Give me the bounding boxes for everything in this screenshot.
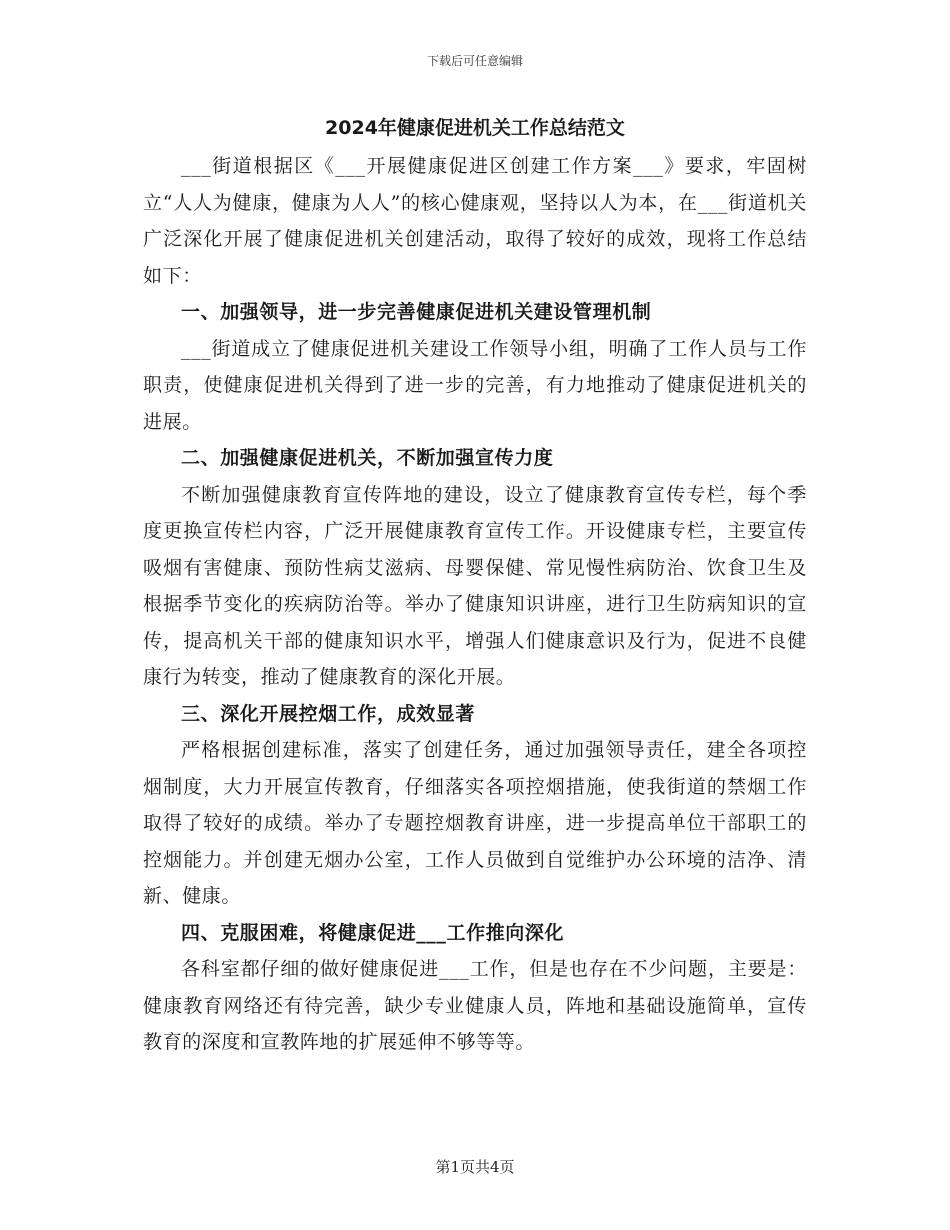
section-body-1: ___街道成立了健康促进机关建设工作领导小组，明确了工作人员与工作职责，使健康促进机关得到了进一步的完善，有力地推动了健康促进机关的进展。 (143, 337, 807, 433)
page-header-note: 下载后可任意编辑 (426, 54, 523, 68)
section-heading-3: 三、深化开展控烟工作，成效显著 (181, 702, 476, 725)
section-heading-2: 二、加强健康促进机关，不断加强宣传力度 (181, 447, 554, 469)
section-body-4: 各科室都仔细的做好健康促进___工作，但是也存在不少问题，主要是：健康教育网络还有待完善，缺少专业健康人员，阵地和基础设施简单，宣传教育的深度和宣教阵地的扩展延伸不够等等。 (143, 958, 807, 1053)
section-body-2: 不断加强健康教育宣传阵地的建设，设立了健康教育宣传专栏，每个季度更换宣传栏内容，广泛开展健康教育宣传工作。开设健康专栏，主要宣传吸烟有害健康、预防性病艾滋病、母婴保健、常见慢性病防治、饮食卫生及根据季节变化的疾病防治等。举办了健康知识讲座，进行卫生防病知识的宣传，提高机关干部的健康知识水平，增强人们健康意识及行为，促进不良健康行为转变，推动了健康教育的深化开展。 (143, 483, 807, 688)
section-heading-4: 四、克服困难，将健康促进___工作推向深化 (181, 921, 565, 944)
document-body (143, 110, 807, 1061)
document-title: 2024年健康促进机关工作总结范文 (325, 117, 625, 139)
section-body-3: 严格根据创建标准，落实了创建任务，通过加强领导责任，建全各项控烟制度，大力开展宣传教育，仔细落实各项控烟措施，使我街道的禁烟工作取得了较好的成绩。举办了专题控烟教育讲座，进一步提高单位干部职工的控烟能力。并创建无烟办公室，工作人员做到自觉维护办公环境的洁净、清新、健康。 (143, 739, 807, 907)
section-heading-1: 一、加强领导，进一步完善健康促进机关建设管理机制 (181, 301, 652, 323)
page-number: 第1页共4页 (435, 1158, 515, 1176)
intro-paragraph: ___街道根据区《___开展健康促进区创建工作方案___》要求，牢固树立“人人为健康，健康为人人”的核心健康观，坚持以人为本，在___街道机关广泛深化开展了健康促进机关创建活动，取得了较好的成效，现将工作总结如下： (143, 155, 807, 287)
